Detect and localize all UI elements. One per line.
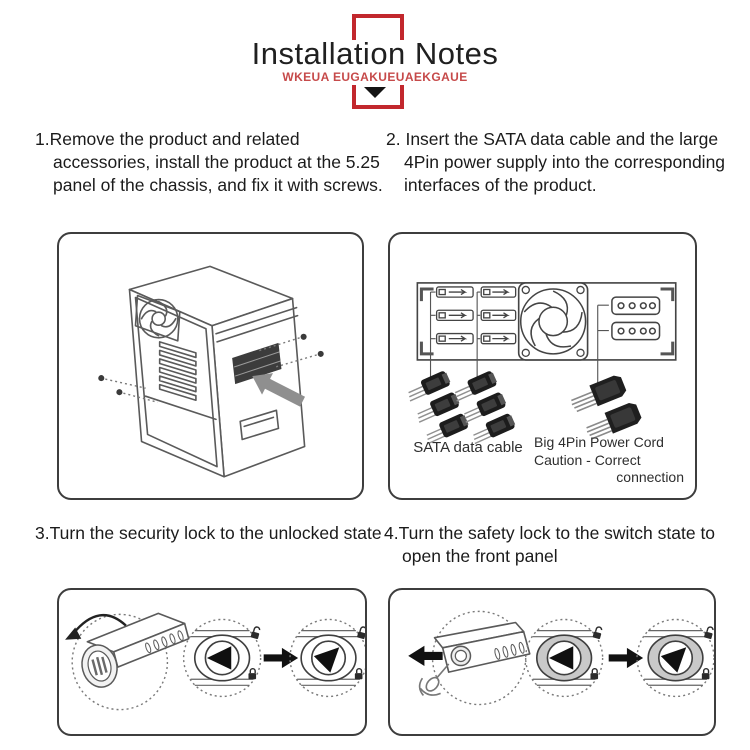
step-4-text: 4.Turn the safety lock to the switch state to open the front panel <box>384 523 716 566</box>
lock-dial-locked <box>184 619 261 696</box>
safety-lock-illustration <box>390 590 714 734</box>
screw-icon <box>301 334 307 340</box>
lock-icon <box>248 669 256 680</box>
step-3-text: 3.Turn the security lock to the unlocked state <box>35 523 382 543</box>
rotate-arrowhead-icon <box>65 628 81 640</box>
zoom-circle-lock <box>65 613 189 709</box>
step-1-text: 1.Remove the product and related accessories, install the product at the 5.25 panel of the chassis, and fix it with screws. <box>35 129 383 195</box>
screw-icon <box>98 375 104 381</box>
power-cord-plugs <box>568 373 643 442</box>
figure-step1-chassis <box>57 232 364 500</box>
screw-icon <box>318 351 324 357</box>
lock-icon <box>590 669 598 680</box>
molex-connector <box>612 322 660 339</box>
zoom-circle-key <box>408 611 529 704</box>
figure-step4-safety-lock <box>388 588 716 736</box>
page-subtitle: WKEUA EUGAKUEUAEKGAUE <box>282 70 468 84</box>
step-2-text: 2. Insert the SATA data cable and the large 4Pin power supply into the corresponding interfaces of the product. <box>386 129 726 195</box>
chassis-illustration <box>59 234 362 498</box>
unlock-icon <box>251 626 261 639</box>
down-triangle-icon <box>364 87 386 98</box>
unlock-icon <box>592 626 602 639</box>
page-title: Installation Notes <box>251 36 499 71</box>
power-cord-label: Big 4Pin Power Cord Caution - Correct connection <box>534 434 684 485</box>
figure-step2-connections <box>388 232 697 500</box>
insert-arrow-icon <box>408 646 442 666</box>
fan-icon <box>519 283 588 360</box>
transition-arrow-icon <box>264 648 298 668</box>
sata-cable-plugs <box>404 370 516 446</box>
security-lock-illustration <box>59 590 365 734</box>
screw-icon <box>116 389 122 395</box>
lock-dial-locked <box>526 619 603 696</box>
lock-icon <box>702 669 710 680</box>
tower-case <box>129 266 304 476</box>
figure-step3-security-lock <box>57 588 367 736</box>
lock-dial-unlocked <box>290 619 365 696</box>
unlock-icon <box>704 626 714 639</box>
lock-dial-switch <box>637 619 714 696</box>
molex-connector <box>612 297 660 314</box>
sata-cable-label: SATA data cable <box>413 439 523 456</box>
key-icon <box>420 664 449 695</box>
lock-icon <box>355 669 363 680</box>
